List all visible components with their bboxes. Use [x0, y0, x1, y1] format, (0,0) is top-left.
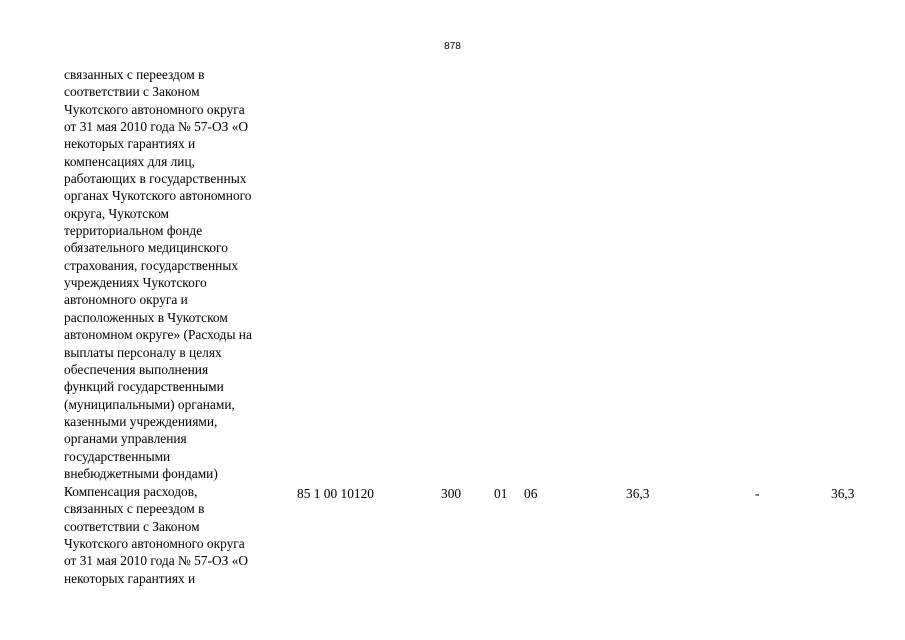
text-line: работающих в государственных — [64, 171, 247, 187]
text-line: (муниципальными) органами, — [64, 396, 235, 412]
target-code-cell: 85 1 00 10120 — [297, 486, 374, 501]
amount-1-cell: 36,3 — [626, 486, 650, 501]
text-line: функций государственными — [64, 379, 224, 395]
text-line: соответствии с Законом — [64, 84, 200, 100]
continued-row-name — [64, 66, 296, 482]
text-line: Чукотского автономного округа — [64, 101, 245, 117]
text-line: от 31 мая 2010 года № 57-ОЗ «О — [64, 119, 249, 135]
text-line: внебюджетными фондами) — [64, 465, 218, 481]
text-line: выплаты персоналу в целях — [64, 344, 222, 360]
text-line: территориальном фонде — [64, 223, 203, 239]
text-line: Компенсация расходов, — [64, 484, 198, 499]
expense-type-cell: 300 — [441, 486, 462, 501]
text-line: автономном округе» (Расходы на — [64, 327, 252, 343]
row-name — [64, 483, 296, 587]
text-line: органах Чукотского автономного — [64, 188, 252, 204]
text-line: некоторых гарантиях и — [64, 136, 196, 152]
text-line: учреждениях Чукотского — [64, 275, 207, 291]
text-line: связанных с переездом в — [64, 67, 205, 82]
text-line: страхования, государственных — [64, 257, 239, 273]
text-line: органами управления — [64, 431, 187, 447]
page-number: 878 — [444, 41, 461, 52]
text-line: компенсациях для лиц, — [64, 153, 195, 169]
text-line: автономного округа и — [64, 292, 188, 308]
text-line: связанных с переездом в — [64, 501, 205, 517]
text-line: некоторых гарантиях и — [64, 570, 196, 586]
text-line: обеспечения выполнения — [64, 361, 209, 377]
text-line: обязательного медицинского — [64, 240, 228, 256]
section-cell: 01 — [494, 486, 508, 501]
text-line: округа, Чукотском — [64, 205, 169, 221]
text-line: Чукотского автономного округа — [64, 536, 245, 552]
text-line: от 31 мая 2010 года № 57-ОЗ «О — [64, 553, 249, 569]
amount-3-cell: 36,3 — [831, 486, 855, 501]
text-line: соответствии с Законом — [64, 518, 200, 534]
amount-2-cell: - — [755, 486, 760, 501]
text-line: государственными — [64, 448, 171, 464]
subsection-cell: 06 — [524, 486, 538, 501]
text-line: казенными учреждениями, — [64, 413, 218, 429]
text-line: расположенных в Чукотском — [64, 309, 228, 325]
